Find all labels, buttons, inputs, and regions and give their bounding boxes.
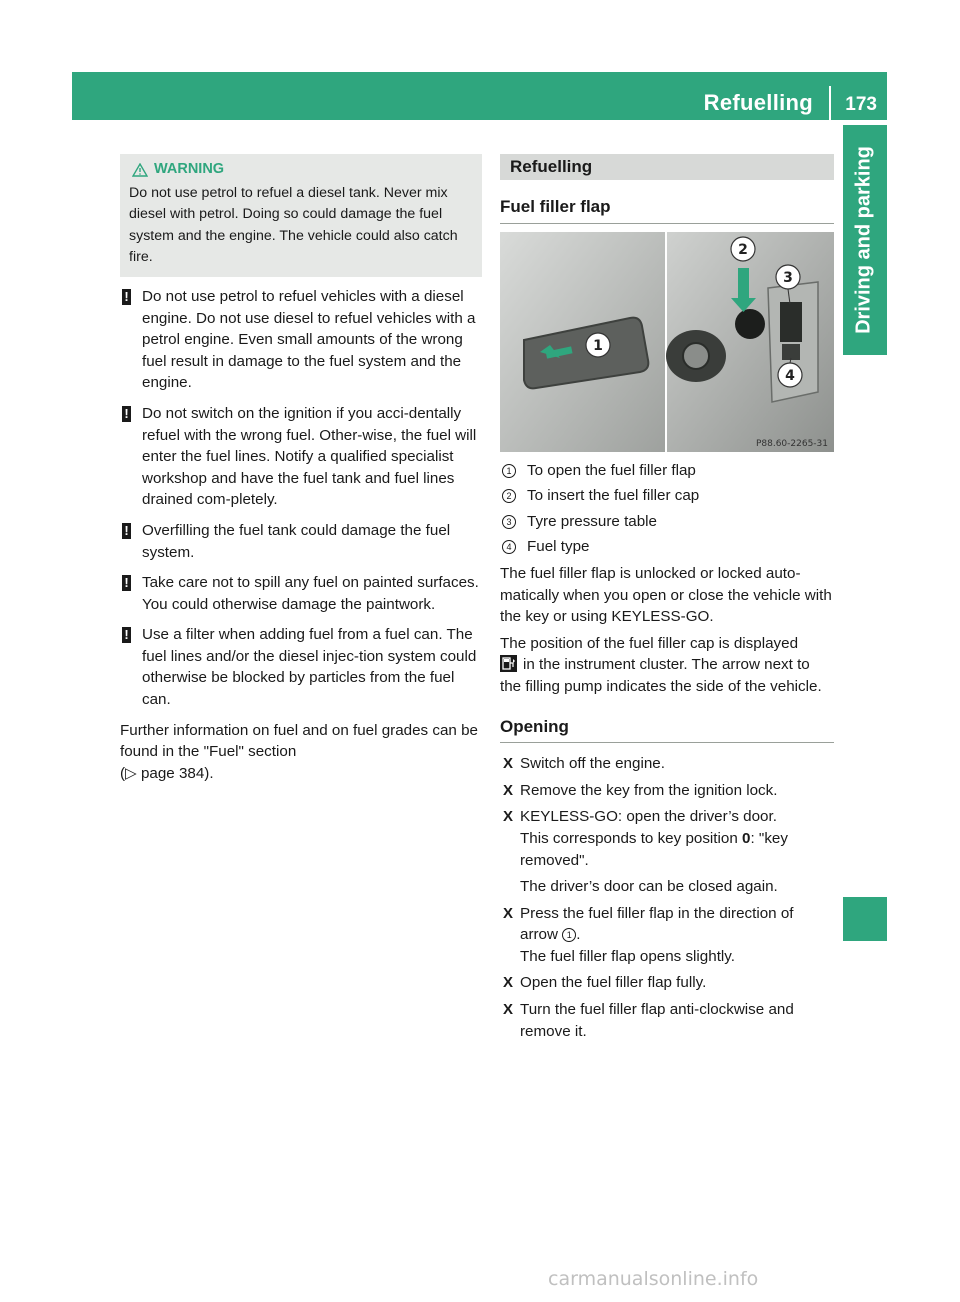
legend-item <box>500 536 834 558</box>
caution-icon: ! <box>122 289 131 305</box>
caution-icon: ! <box>122 406 131 422</box>
warning-heading <box>132 159 474 181</box>
warning-triangle-icon <box>132 163 148 177</box>
cap-position-paragraph <box>500 633 834 698</box>
legend-number: 3 <box>502 515 516 529</box>
caution-text: Do not switch on the ignition if you acci-dentally refuel with the wrong fuel. Other-wise, the fuel will enter the fuel lines. Notify a qualified specialist workshop and have the fuel tank and fuel lines drained com-pletely. <box>142 404 477 509</box>
further-info-text: Further information on fuel and on fuel grades can be found in the "Fuel" section <box>120 721 478 761</box>
step-item <box>500 972 834 994</box>
figure-code: P88.60-2265-31 <box>755 438 828 449</box>
caution-text: Use a filter when adding fuel from a fuel can. The fuel lines and/or the diesel injec-tion system could otherwise be blocked by particles from the fuel can. <box>142 626 477 709</box>
chapter-marker <box>843 897 887 941</box>
legend <box>500 460 834 558</box>
fuel-filler-figure <box>500 232 834 452</box>
caution-note <box>120 572 482 615</box>
step-text: KEYLESS-GO: open the driver’s door. <box>520 808 777 826</box>
step-marker-icon: X <box>503 904 514 922</box>
fuel-pump-icon <box>500 655 517 672</box>
step-text: Switch off the engine. <box>520 755 665 773</box>
further-info <box>120 720 482 785</box>
step-text: Open the fuel filler flap fully. <box>520 974 707 992</box>
step-text: Turn the fuel filler flap anti-clockwise and remove it. <box>520 1001 794 1040</box>
callout-1: 1 <box>593 337 603 354</box>
page-header <box>72 72 887 120</box>
step-marker-icon: X <box>503 1001 514 1019</box>
caution-text: Overfilling the fuel tank could damage the fuel system. <box>142 521 451 561</box>
legend-item <box>500 485 834 507</box>
caution-icon: ! <box>122 523 131 539</box>
step-marker-icon: X <box>503 808 514 826</box>
opening-heading: Opening <box>500 716 834 744</box>
section-title: Refuelling <box>500 154 834 180</box>
step-marker-icon: X <box>503 781 514 799</box>
left-column <box>120 154 482 784</box>
caution-icon: ! <box>122 575 131 591</box>
opening-steps <box>500 753 834 1042</box>
callout-4: 4 <box>785 367 795 384</box>
key-position-value: 0 <box>742 829 751 847</box>
step-item <box>500 753 834 775</box>
legend-text: To insert the fuel filler cap <box>527 487 700 505</box>
inline-callout-1: 1 <box>562 928 576 942</box>
step-item <box>500 806 834 897</box>
step-text: Press the fuel filler flap in the direction of arrow <box>520 904 794 944</box>
flap-lock-paragraph: The fuel filler flap is unlocked or locked auto-matically when you open or close the vehicle with the key or using KEYLESS-GO. <box>500 564 832 626</box>
page-number: 173 <box>845 94 877 115</box>
page-reference-link[interactable]: (▷ page 384). <box>120 764 214 782</box>
watermark: carmanualsonline.info <box>548 1268 759 1290</box>
step-marker-icon: X <box>503 974 514 992</box>
legend-text: To open the fuel filler flap <box>527 461 696 479</box>
step-text-end: . <box>576 926 581 944</box>
callout-2: 2 <box>738 241 748 258</box>
warning-text: Do not use petrol to refuel a diesel tank. Never mix diesel with petrol. Doing so could damage the fuel system and the engine. The vehicle could also catch fire. <box>129 184 458 266</box>
callout-3: 3 <box>783 269 793 286</box>
caution-text: Take care not to spill any fuel on painted surfaces. You could otherwise damage the paintwork. <box>142 574 479 613</box>
warning-heading-text: WARNING <box>154 161 225 177</box>
step-text: Remove the key from the ignition lock. <box>520 781 778 799</box>
step-result <box>520 828 834 871</box>
right-column <box>500 154 834 1042</box>
step-result-text: This corresponds to key position <box>520 829 738 847</box>
caution-icon: ! <box>122 627 131 643</box>
header-title: Refuelling <box>703 90 813 115</box>
legend-number: 4 <box>502 540 516 554</box>
step-result: The fuel filler flap opens slightly. <box>520 947 735 965</box>
warning-box <box>120 154 482 277</box>
caution-text: Do not use petrol to refuel vehicles with a diesel engine. Do not use diesel to refuel vehicles with a petrol engine. Even small amounts of the wrong fuel result in damage to the fuel system and the engine. <box>142 287 476 392</box>
header-separator <box>829 86 831 120</box>
caution-note <box>120 624 482 710</box>
chapter-tab-label: Driving and parking <box>852 146 875 334</box>
legend-text: Fuel type <box>527 538 590 556</box>
legend-item <box>500 511 834 533</box>
step-marker-icon: X <box>503 755 514 773</box>
legend-number: 2 <box>502 489 516 503</box>
step-item <box>500 903 834 968</box>
legend-item <box>500 460 834 482</box>
caution-note <box>120 286 482 394</box>
step-result-text: : "key removed". <box>520 829 788 869</box>
caution-note <box>120 403 482 511</box>
step-item <box>500 780 834 802</box>
caution-note <box>120 520 482 563</box>
step-item <box>500 999 834 1042</box>
legend-text: Tyre pressure table <box>527 512 657 530</box>
cap-position-text-b: in the instrument cluster. The arrow next to the filling pump indicates the side of the vehicle. <box>500 656 822 695</box>
step-result: The driver’s door can be closed again. <box>520 878 778 896</box>
fuel-filler-illustration <box>500 232 834 452</box>
cap-position-text-a: The position of the fuel filler cap is displayed <box>500 634 799 652</box>
legend-number: 1 <box>502 464 516 478</box>
fuel-filler-flap-heading: Fuel filler flap <box>500 196 834 224</box>
